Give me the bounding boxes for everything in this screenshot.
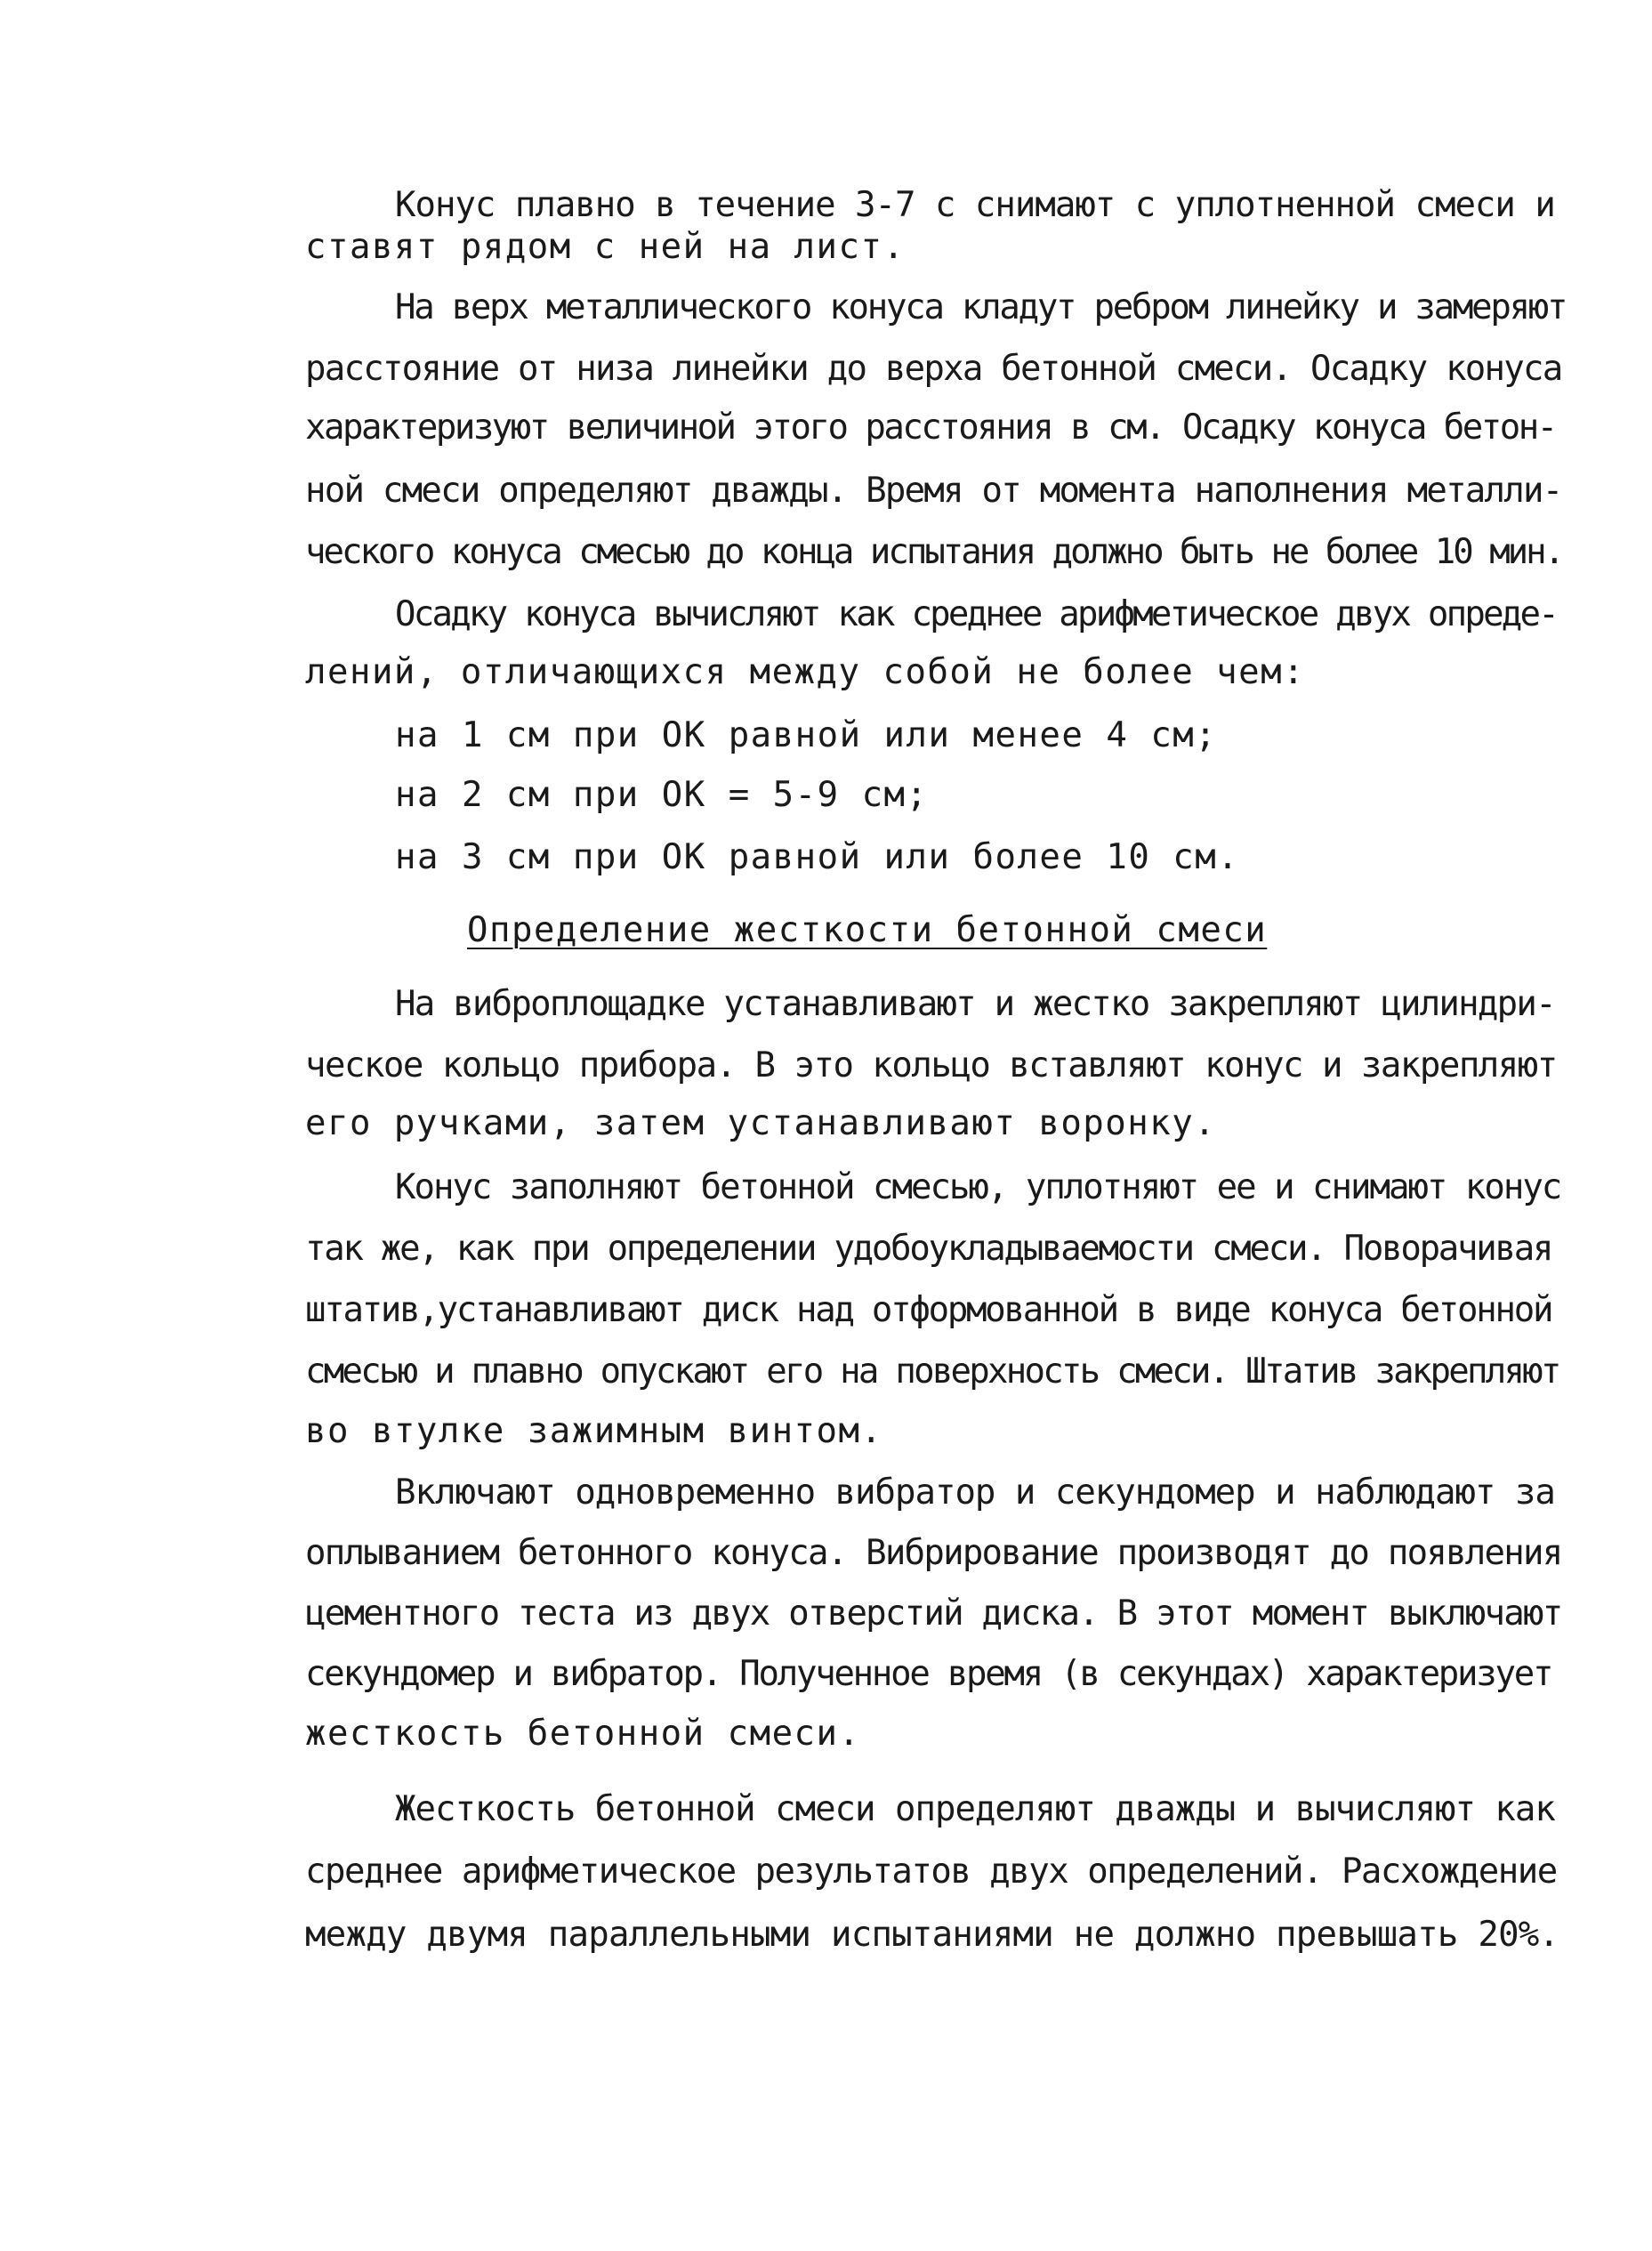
paragraph-3-line-1: Осадку конуса вычисляют как среднее арифметическое двух опреде-: [395, 594, 1557, 634]
paragraph-1-line-2: ставят рядом с ней на лист.: [305, 227, 906, 267]
section-paragraph-1-line-3: его ручками, затем устанавливают воронку.: [305, 1103, 1217, 1143]
section-paragraph-4-line-1: Жесткость бетонной смеси определяют дважды и вычисляют как: [395, 1789, 1555, 1829]
paragraph-2-line-1: На верх металлического конуса кладут ребром линейку и замеряют: [395, 287, 1567, 327]
section-paragraph-1-line-1: На виброплощадке устанавливают и жестко закрепляют цилиндри-: [395, 984, 1555, 1024]
paragraph-2-line-3: характеризуют величиной этого расстояния в см. Осадку конуса бетон-: [305, 407, 1556, 448]
section-paragraph-3-line-5: жесткость бетонной смеси.: [305, 1714, 861, 1754]
section-paragraph-3-line-1: Включают одновременно вибратор и секундомер и наблюдают за: [395, 1472, 1555, 1513]
tolerance-item-1: на 1 см при ОК равной или менее 4 см;: [395, 715, 1218, 755]
section-heading: Определение жесткости бетонной смеси: [467, 910, 1268, 950]
section-paragraph-2-line-3: штатив,устанавливают диск над отформованной в виде конуса бетонной: [305, 1290, 1552, 1330]
section-paragraph-3-line-4: секундомер и вибратор. Полученное время (в секундах) характеризует: [305, 1654, 1552, 1694]
section-paragraph-4-line-3: между двумя параллельными испытаниями не должно превышать 20%.: [305, 1915, 1559, 1955]
tolerance-item-3: на 3 см при ОК равной или более 10 см.: [395, 837, 1240, 877]
paragraph-1-line-1: Конус плавно в течение 3-7 с снимают с уплотненной смеси и: [395, 185, 1555, 225]
paragraph-2-line-2: расстояние от низа линейки до верха бетонной смеси. Осадку конуса: [305, 349, 1562, 389]
section-paragraph-2-line-4: смесью и плавно опускают его на поверхность смеси. Штатив закрепляют: [305, 1351, 1559, 1392]
section-paragraph-2-line-2: так же, как при определении удобоукладываемости смеси. Поворачивая: [305, 1229, 1552, 1269]
section-paragraph-3-line-2: оплыванием бетонного конуса. Вибрирование производят до появления: [305, 1533, 1562, 1573]
paragraph-2-line-5: ческого конуса смесью до конца испытания должно быть не более 10 мин.: [305, 532, 1563, 572]
tolerance-item-2: на 2 см при ОК = 5-9 см;: [395, 775, 929, 815]
section-paragraph-2-line-5: во втулке зажимным винтом.: [305, 1411, 883, 1451]
paragraph-2-line-4: ной смеси определяют дважды. Время от момента наполнения металли-: [305, 471, 1562, 511]
section-paragraph-1-line-2: ческое кольцо прибора. В это кольцо вставляют конус и закрепляют: [305, 1045, 1557, 1085]
section-paragraph-3-line-3: цементного теста из двух отверстий диска. В этот момент выключают: [305, 1593, 1562, 1634]
section-paragraph-2-line-1: Конус заполняют бетонной смесью, уплотняют ее и снимают конус: [395, 1167, 1561, 1207]
section-paragraph-4-line-2: среднее арифметическое результатов двух определений. Расхождение: [305, 1852, 1557, 1892]
paragraph-3-line-2: лений, отличающихся между собой не более чем:: [305, 652, 1306, 692]
